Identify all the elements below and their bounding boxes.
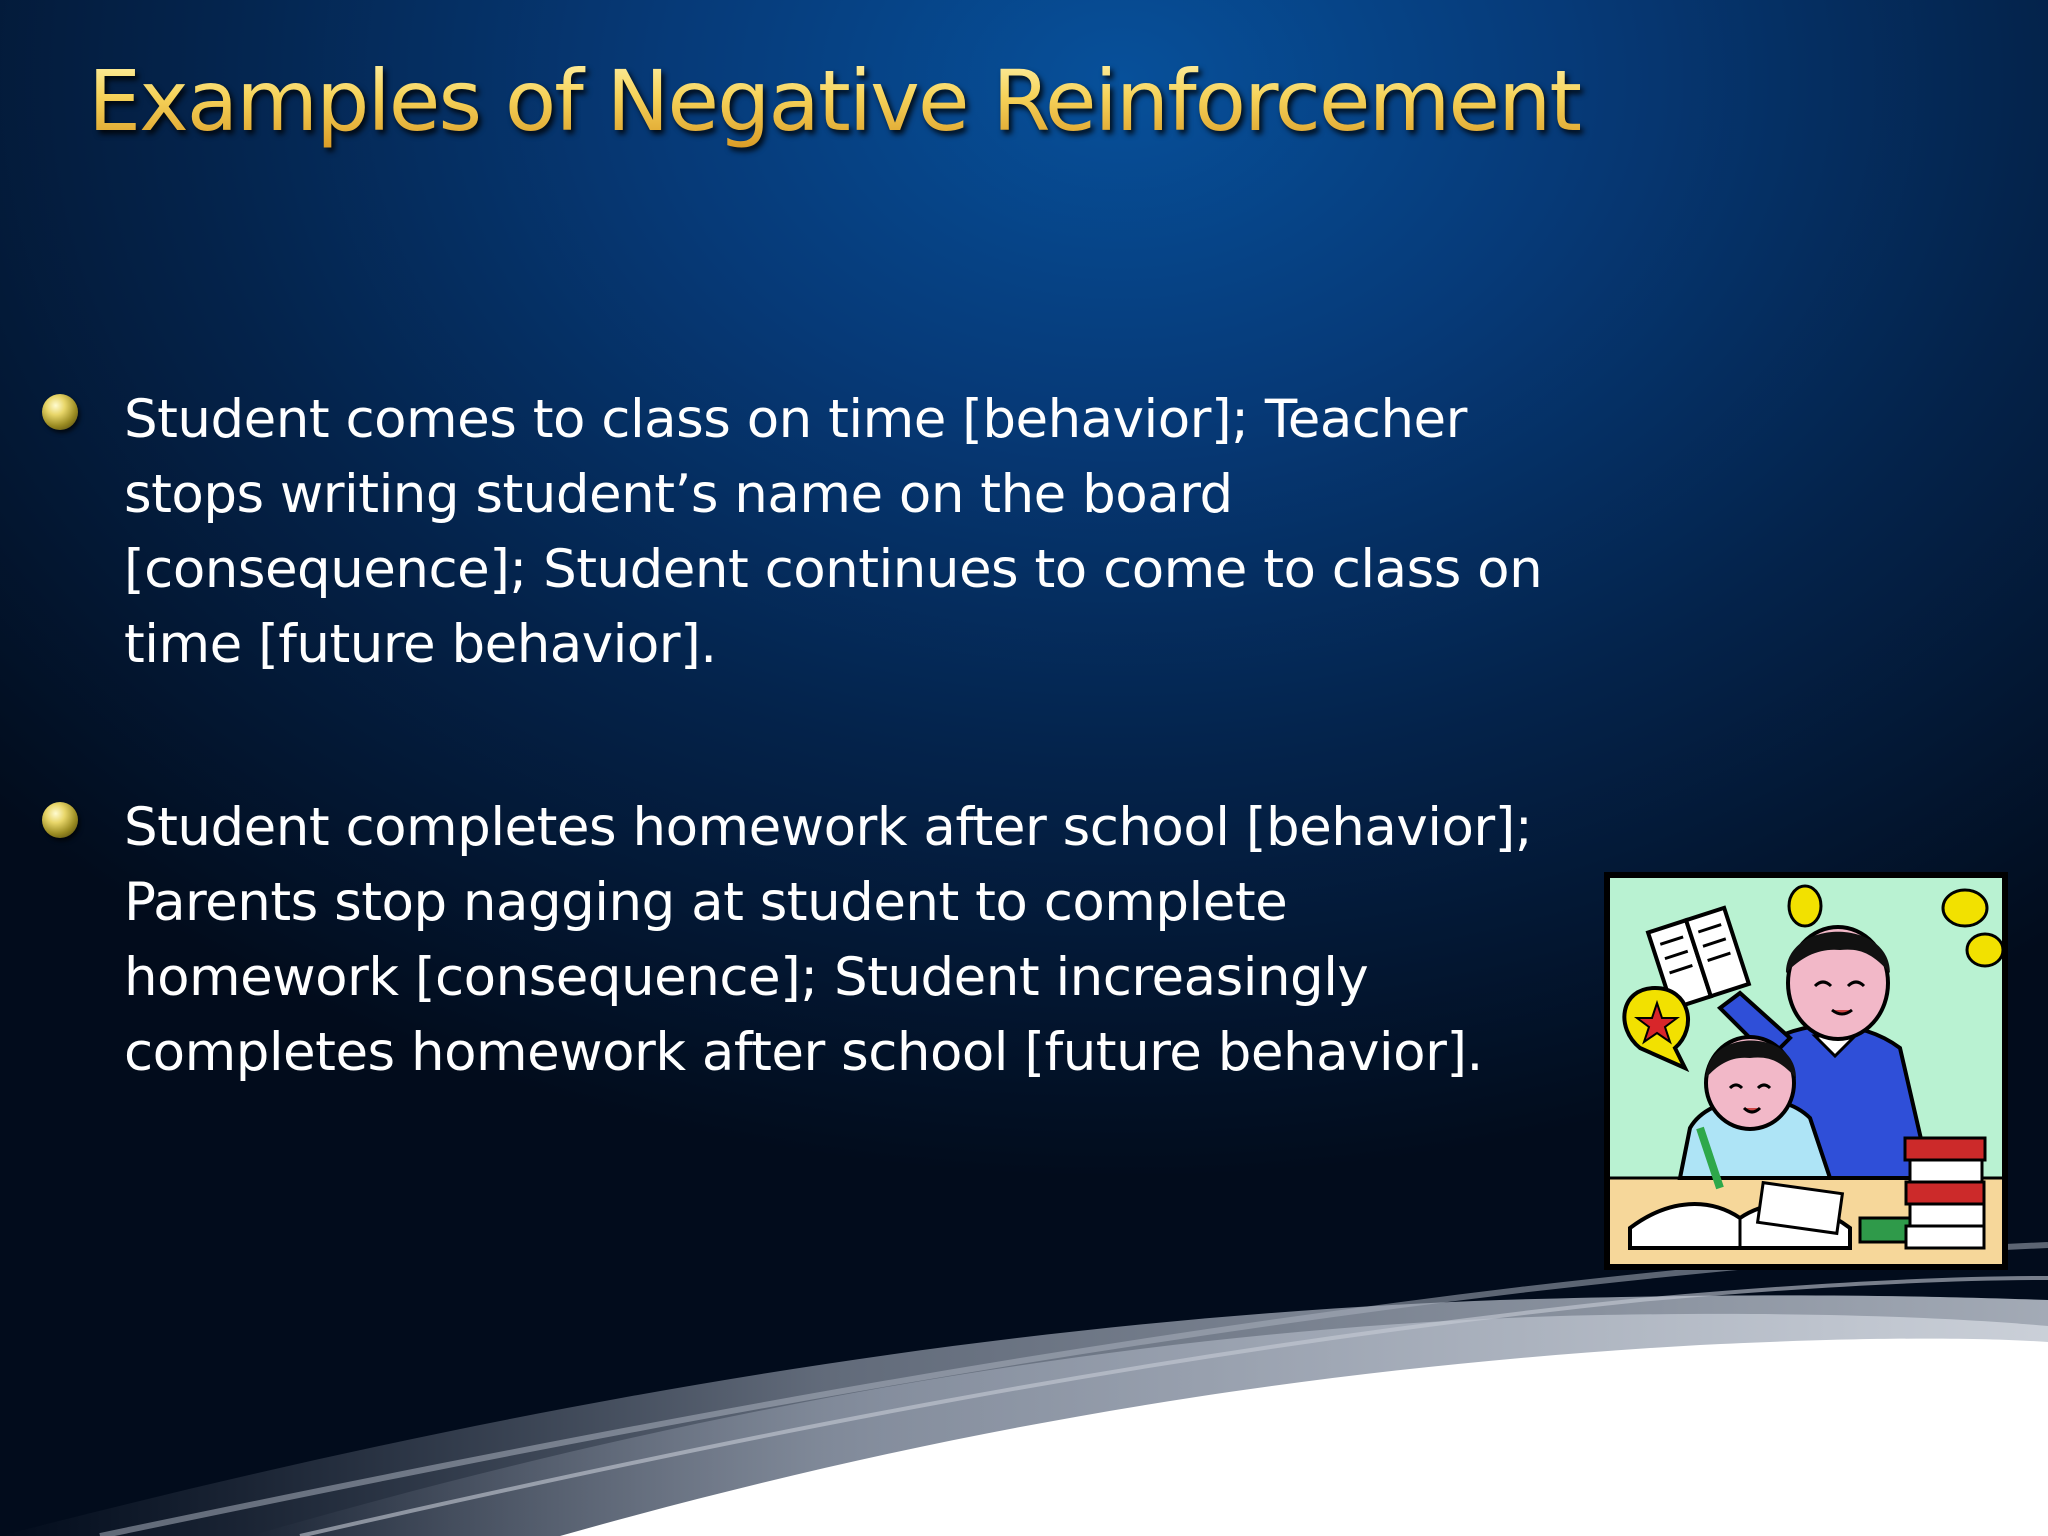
bullet-line: Student comes to class on time [behavior]; Teacher	[124, 389, 1467, 450]
slide-title: Examples of Negative Reinforcement	[88, 52, 1581, 150]
bullet-line: stops writing student’s name on the board	[124, 464, 1233, 525]
bullet-line: completes homework after school [future behavior].	[124, 1022, 1483, 1083]
homework-illustration-icon	[1610, 878, 2002, 1264]
bullet-line: time [future behavior].	[124, 614, 717, 675]
bullet-text	[124, 790, 1644, 1090]
bullet-text	[124, 382, 1684, 682]
bullet-line: Parents stop nagging at student to complete	[124, 872, 1288, 933]
bullet-dot-icon	[42, 802, 78, 838]
bullet-line: Student completes homework after school [behavior];	[124, 797, 1533, 858]
homework-clipart-image	[1604, 872, 2008, 1270]
bullet-dot-icon	[42, 394, 78, 430]
bullet-line: [consequence]; Student continues to come to class on	[124, 539, 1543, 600]
bullet-line: homework [consequence]; Student increasingly	[124, 947, 1369, 1008]
